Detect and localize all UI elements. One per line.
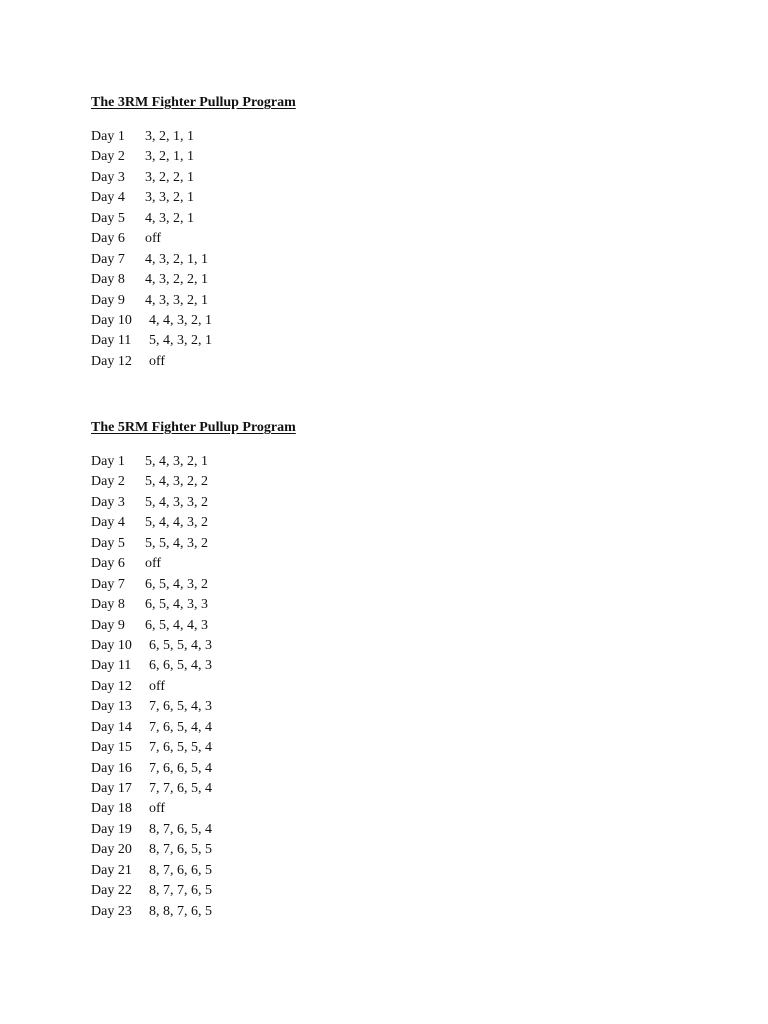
- day-label: Day 6: [91, 231, 125, 247]
- day-row: [91, 575, 296, 595]
- day-label: Day 2: [91, 149, 125, 165]
- day-label: Day 8: [91, 272, 125, 288]
- day-row: [91, 127, 296, 147]
- day-row: [91, 779, 296, 799]
- day-row: [91, 352, 296, 372]
- day-row: [91, 311, 296, 331]
- day-label: Day 7: [91, 576, 125, 592]
- day-sets: 6, 5, 4, 3, 3: [145, 597, 208, 613]
- program-5rm-day-list: [91, 452, 296, 922]
- day-sets: 7, 6, 5, 4, 4: [149, 719, 212, 735]
- day-label: Day 2: [91, 474, 125, 490]
- day-sets: 6, 6, 5, 4, 3: [149, 658, 212, 674]
- day-label: Day 5: [91, 535, 125, 551]
- day-row: [91, 820, 296, 840]
- day-sets: 8, 8, 7, 6, 5: [149, 903, 212, 919]
- day-label: Day 11: [91, 658, 132, 674]
- day-row: [91, 270, 296, 290]
- day-label: Day 4: [91, 190, 125, 206]
- day-label: Day 21: [91, 862, 132, 878]
- day-row: [91, 656, 296, 676]
- day-label: Day 3: [91, 494, 125, 510]
- day-label: Day 10: [91, 637, 132, 653]
- day-row: [91, 677, 296, 697]
- day-row: [91, 861, 296, 881]
- day-sets: 3, 2, 1, 1: [145, 129, 194, 144]
- day-sets: off: [149, 353, 166, 369]
- day-sets: 8, 7, 7, 6, 5: [149, 883, 212, 899]
- day-sets: 8, 7, 6, 6, 5: [149, 862, 212, 878]
- day-row: [91, 718, 296, 738]
- day-sets: 4, 3, 2, 1, 1: [145, 251, 208, 267]
- day-label: Day 9: [91, 617, 125, 633]
- day-label: Day 19: [91, 821, 132, 837]
- day-row: [91, 229, 296, 249]
- day-label: Day 13: [91, 699, 132, 715]
- day-sets: 3, 2, 2, 1: [145, 169, 194, 185]
- day-label: Day 15: [91, 740, 132, 756]
- day-row: [91, 188, 296, 208]
- day-row: [91, 452, 296, 472]
- day-sets: 4, 3, 2, 1: [145, 210, 194, 226]
- day-sets: 5, 4, 3, 2, 1: [149, 333, 212, 349]
- day-row: [91, 168, 296, 188]
- day-label: Day 8: [91, 597, 125, 613]
- day-label: Day 7: [91, 251, 125, 267]
- day-sets: off: [149, 678, 166, 694]
- program-5rm-section: [91, 419, 296, 922]
- day-label: Day 9: [91, 292, 125, 308]
- day-sets: 8, 7, 6, 5, 4: [149, 821, 212, 837]
- day-row: [91, 799, 296, 819]
- day-row: [91, 595, 296, 615]
- day-sets: 5, 4, 3, 2, 2: [145, 474, 208, 490]
- day-label: Day 10: [91, 312, 132, 328]
- day-label: Day 4: [91, 515, 125, 531]
- day-row: [91, 250, 296, 270]
- day-row: [91, 616, 296, 636]
- day-label: Day 1: [91, 129, 125, 144]
- day-label: Day 6: [91, 556, 125, 572]
- day-row: [91, 147, 296, 167]
- day-sets: 8, 7, 6, 5, 5: [149, 842, 212, 858]
- day-row: [91, 881, 296, 901]
- day-sets: 5, 4, 3, 3, 2: [145, 494, 208, 510]
- day-row: [91, 331, 296, 351]
- day-sets: 7, 6, 5, 5, 4: [149, 740, 212, 756]
- day-row: [91, 493, 296, 513]
- day-label: Day 3: [91, 169, 125, 185]
- day-sets: 7, 6, 6, 5, 4: [149, 760, 212, 776]
- day-row: [91, 697, 296, 717]
- day-sets: off: [145, 556, 162, 572]
- day-sets: 6, 5, 4, 4, 3: [145, 617, 208, 633]
- day-label: Day 16: [91, 760, 132, 776]
- day-row: [91, 636, 296, 656]
- day-label: Day 11: [91, 333, 132, 349]
- day-row: [91, 554, 296, 574]
- day-row: [91, 738, 296, 758]
- day-row: [91, 291, 296, 311]
- program-3rm-section: [91, 94, 296, 372]
- program-3rm-day-list: [91, 127, 296, 372]
- day-row: [91, 840, 296, 860]
- day-label: Day 12: [91, 353, 132, 369]
- day-row: [91, 902, 296, 922]
- day-sets: 3, 3, 2, 1: [145, 190, 194, 206]
- day-sets: 6, 5, 4, 3, 2: [145, 576, 208, 592]
- day-label: Day 18: [91, 801, 132, 817]
- program-5rm-title: The 5RM Fighter Pullup Program: [91, 420, 296, 435]
- day-sets: off: [149, 801, 166, 817]
- program-3rm-title: The 3RM Fighter Pullup Program: [91, 95, 296, 110]
- day-row: [91, 209, 296, 229]
- day-label: Day 5: [91, 210, 125, 226]
- day-sets: 4, 3, 3, 2, 1: [145, 292, 208, 308]
- day-label: Day 20: [91, 842, 132, 858]
- day-sets: 5, 4, 4, 3, 2: [145, 515, 208, 531]
- day-label: Day 23: [91, 903, 132, 919]
- day-sets: 5, 5, 4, 3, 2: [145, 535, 208, 551]
- day-label: Day 1: [91, 454, 125, 469]
- day-sets: 7, 7, 6, 5, 4: [149, 781, 212, 796]
- day-sets: off: [145, 231, 162, 247]
- day-row: [91, 759, 296, 779]
- day-sets: 5, 4, 3, 2, 1: [145, 454, 208, 469]
- day-row: [91, 472, 296, 492]
- day-sets: 7, 6, 5, 4, 3: [149, 699, 212, 715]
- day-label: Day 17: [91, 781, 132, 796]
- day-sets: 6, 5, 5, 4, 3: [149, 637, 212, 653]
- day-label: Day 12: [91, 678, 132, 694]
- day-row: [91, 534, 296, 554]
- day-sets: 4, 3, 2, 2, 1: [145, 272, 208, 288]
- day-row: [91, 513, 296, 533]
- day-sets: 4, 4, 3, 2, 1: [149, 312, 212, 328]
- day-label: Day 14: [91, 719, 132, 735]
- day-sets: 3, 2, 1, 1: [145, 149, 194, 165]
- day-label: Day 22: [91, 883, 132, 899]
